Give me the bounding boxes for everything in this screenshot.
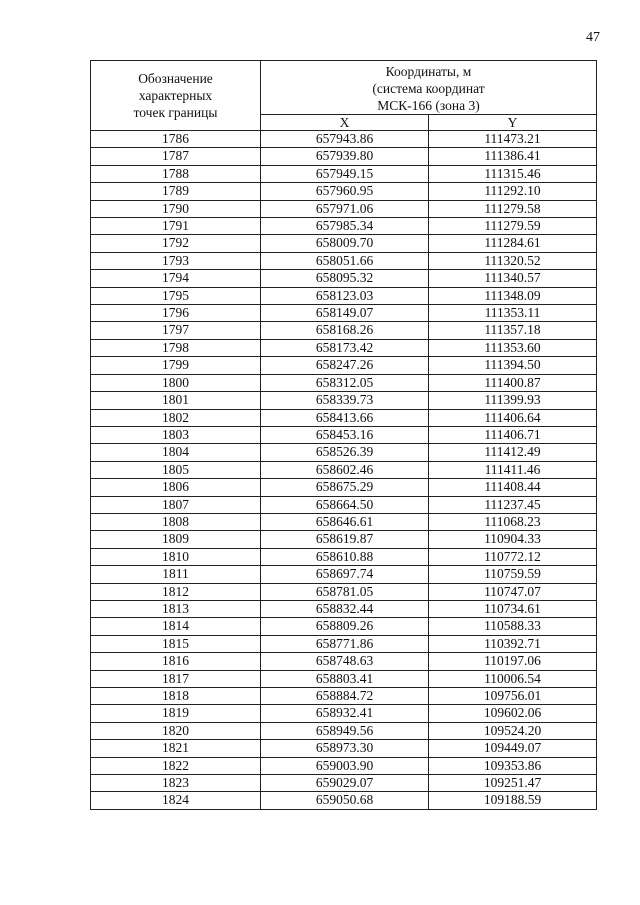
point-id-cell: 1815	[91, 635, 261, 652]
y-coordinate-cell: 109353.86	[429, 757, 597, 774]
table-row	[91, 775, 597, 792]
table-row	[91, 600, 597, 617]
x-coordinate-cell: 659029.07	[261, 775, 429, 792]
point-id-cell: 1818	[91, 688, 261, 705]
point-id-cell: 1799	[91, 357, 261, 374]
point-id-cell: 1803	[91, 426, 261, 443]
x-coordinate-cell: 657943.86	[261, 131, 429, 148]
y-coordinate-cell: 111340.57	[429, 270, 597, 287]
point-id-cell: 1822	[91, 757, 261, 774]
point-id-cell: 1813	[91, 600, 261, 617]
point-header-line-2: характерных	[138, 88, 213, 103]
table-row	[91, 131, 597, 148]
y-coordinate-cell: 111279.58	[429, 200, 597, 217]
point-designation-header	[91, 61, 261, 131]
table-row	[91, 339, 597, 356]
x-coordinate-cell: 658809.26	[261, 618, 429, 635]
y-coordinate-cell: 110006.54	[429, 670, 597, 687]
table-row	[91, 548, 597, 565]
y-coordinate-cell: 111348.09	[429, 287, 597, 304]
y-coordinate-cell: 110747.07	[429, 583, 597, 600]
point-id-cell: 1821	[91, 740, 261, 757]
table-row	[91, 688, 597, 705]
point-id-cell: 1802	[91, 409, 261, 426]
table-row	[91, 270, 597, 287]
x-coordinate-cell: 658149.07	[261, 305, 429, 322]
table-row	[91, 496, 597, 513]
point-id-cell: 1805	[91, 461, 261, 478]
table-header-row	[91, 61, 597, 115]
x-coordinate-cell: 658173.42	[261, 339, 429, 356]
table-row	[91, 653, 597, 670]
point-id-cell: 1810	[91, 548, 261, 565]
x-coordinate-cell: 658095.32	[261, 270, 429, 287]
coords-header-line-1: Координаты, м	[385, 64, 472, 79]
table-row	[91, 183, 597, 200]
coordinates-header	[261, 61, 597, 115]
y-coordinate-cell: 111353.60	[429, 339, 597, 356]
point-id-cell: 1814	[91, 618, 261, 635]
y-coordinate-cell: 111408.44	[429, 479, 597, 496]
y-coordinate-cell: 111406.64	[429, 409, 597, 426]
point-id-cell: 1820	[91, 722, 261, 739]
y-coordinate-cell: 111284.61	[429, 235, 597, 252]
y-column-header: Y	[429, 115, 597, 131]
table-body	[91, 131, 597, 810]
x-coordinate-cell: 658646.61	[261, 513, 429, 530]
y-coordinate-cell: 109251.47	[429, 775, 597, 792]
y-coordinate-cell: 111400.87	[429, 374, 597, 391]
table-row	[91, 792, 597, 809]
table-row	[91, 740, 597, 757]
x-coordinate-cell: 658453.16	[261, 426, 429, 443]
point-id-cell: 1794	[91, 270, 261, 287]
y-coordinate-cell: 111315.46	[429, 165, 597, 182]
table-row	[91, 165, 597, 182]
coords-header-line-3: МСК-166 (зона 3)	[377, 98, 480, 113]
point-id-cell: 1788	[91, 165, 261, 182]
y-coordinate-cell: 111279.59	[429, 218, 597, 235]
y-coordinate-cell: 110197.06	[429, 653, 597, 670]
y-coordinate-cell: 109449.07	[429, 740, 597, 757]
point-id-cell: 1807	[91, 496, 261, 513]
table-row	[91, 235, 597, 252]
y-coordinate-cell: 111237.45	[429, 496, 597, 513]
table-row	[91, 566, 597, 583]
y-coordinate-cell: 110734.61	[429, 600, 597, 617]
point-id-cell: 1823	[91, 775, 261, 792]
point-id-cell: 1789	[91, 183, 261, 200]
y-coordinate-cell: 110759.59	[429, 566, 597, 583]
x-coordinate-cell: 658748.63	[261, 653, 429, 670]
table-row	[91, 287, 597, 304]
point-id-cell: 1793	[91, 252, 261, 269]
point-id-cell: 1809	[91, 531, 261, 548]
y-coordinate-cell: 111473.21	[429, 131, 597, 148]
y-coordinate-cell: 111357.18	[429, 322, 597, 339]
point-id-cell: 1786	[91, 131, 261, 148]
x-coordinate-cell: 658803.41	[261, 670, 429, 687]
y-coordinate-cell: 111386.41	[429, 148, 597, 165]
x-coordinate-cell: 658312.05	[261, 374, 429, 391]
point-id-cell: 1816	[91, 653, 261, 670]
point-id-cell: 1792	[91, 235, 261, 252]
coords-header-line-2: (система координат	[372, 81, 485, 96]
page-number: 47	[586, 30, 600, 45]
x-coordinate-cell: 658123.03	[261, 287, 429, 304]
table-row	[91, 513, 597, 530]
x-coordinate-cell: 658949.56	[261, 722, 429, 739]
table-row	[91, 531, 597, 548]
y-coordinate-cell: 110588.33	[429, 618, 597, 635]
y-coordinate-cell: 109188.59	[429, 792, 597, 809]
table-row	[91, 757, 597, 774]
x-coordinate-cell: 659050.68	[261, 792, 429, 809]
x-coordinate-cell: 658697.74	[261, 566, 429, 583]
table-row	[91, 322, 597, 339]
point-id-cell: 1798	[91, 339, 261, 356]
table-row	[91, 392, 597, 409]
table-row	[91, 426, 597, 443]
y-coordinate-cell: 111412.49	[429, 444, 597, 461]
point-id-cell: 1797	[91, 322, 261, 339]
y-coordinate-cell: 109756.01	[429, 688, 597, 705]
table-row	[91, 722, 597, 739]
table-row	[91, 409, 597, 426]
coordinates-table	[90, 60, 597, 810]
x-coordinate-cell: 658413.66	[261, 409, 429, 426]
y-coordinate-cell: 110772.12	[429, 548, 597, 565]
y-coordinate-cell: 109602.06	[429, 705, 597, 722]
y-coordinate-cell: 110392.71	[429, 635, 597, 652]
point-id-cell: 1800	[91, 374, 261, 391]
x-coordinate-cell: 657949.15	[261, 165, 429, 182]
x-coordinate-cell: 658771.86	[261, 635, 429, 652]
x-coordinate-cell: 658832.44	[261, 600, 429, 617]
x-coordinate-cell: 657971.06	[261, 200, 429, 217]
point-id-cell: 1819	[91, 705, 261, 722]
point-header-line-1: Обозначение	[138, 71, 213, 86]
x-coordinate-cell: 658051.66	[261, 252, 429, 269]
x-coordinate-cell: 658339.73	[261, 392, 429, 409]
x-column-header: X	[261, 115, 429, 131]
y-coordinate-cell: 110904.33	[429, 531, 597, 548]
y-coordinate-cell: 111411.46	[429, 461, 597, 478]
table-row	[91, 218, 597, 235]
x-coordinate-cell: 658168.26	[261, 322, 429, 339]
table-row	[91, 670, 597, 687]
x-coordinate-cell: 659003.90	[261, 757, 429, 774]
point-id-cell: 1806	[91, 479, 261, 496]
x-coordinate-cell: 658610.88	[261, 548, 429, 565]
table-row	[91, 635, 597, 652]
point-id-cell: 1787	[91, 148, 261, 165]
table-row	[91, 200, 597, 217]
point-header-line-3: точек границы	[133, 105, 218, 120]
x-coordinate-cell: 657939.80	[261, 148, 429, 165]
point-id-cell: 1791	[91, 218, 261, 235]
table-row	[91, 252, 597, 269]
table-row	[91, 148, 597, 165]
y-coordinate-cell: 111353.11	[429, 305, 597, 322]
x-coordinate-cell: 658602.46	[261, 461, 429, 478]
x-coordinate-cell: 657960.95	[261, 183, 429, 200]
point-id-cell: 1817	[91, 670, 261, 687]
table-row	[91, 374, 597, 391]
x-coordinate-cell: 658932.41	[261, 705, 429, 722]
table-row	[91, 705, 597, 722]
point-id-cell: 1790	[91, 200, 261, 217]
point-id-cell: 1808	[91, 513, 261, 530]
table-row	[91, 461, 597, 478]
y-coordinate-cell: 111394.50	[429, 357, 597, 374]
y-coordinate-cell: 111406.71	[429, 426, 597, 443]
y-coordinate-cell: 111399.93	[429, 392, 597, 409]
table-row	[91, 305, 597, 322]
x-coordinate-cell: 658884.72	[261, 688, 429, 705]
y-coordinate-cell: 111320.52	[429, 252, 597, 269]
y-coordinate-cell: 111068.23	[429, 513, 597, 530]
table-row	[91, 583, 597, 600]
point-id-cell: 1796	[91, 305, 261, 322]
point-id-cell: 1824	[91, 792, 261, 809]
x-coordinate-cell: 658781.05	[261, 583, 429, 600]
x-coordinate-cell: 658664.50	[261, 496, 429, 513]
x-coordinate-cell: 657985.34	[261, 218, 429, 235]
point-id-cell: 1804	[91, 444, 261, 461]
table-row	[91, 618, 597, 635]
x-coordinate-cell: 658973.30	[261, 740, 429, 757]
x-coordinate-cell: 658619.87	[261, 531, 429, 548]
point-id-cell: 1795	[91, 287, 261, 304]
x-coordinate-cell: 658247.26	[261, 357, 429, 374]
x-coordinate-cell: 658675.29	[261, 479, 429, 496]
y-coordinate-cell: 111292.10	[429, 183, 597, 200]
point-id-cell: 1811	[91, 566, 261, 583]
table-row	[91, 479, 597, 496]
table-row	[91, 444, 597, 461]
x-coordinate-cell: 658526.39	[261, 444, 429, 461]
table-row	[91, 357, 597, 374]
point-id-cell: 1812	[91, 583, 261, 600]
x-coordinate-cell: 658009.70	[261, 235, 429, 252]
point-id-cell: 1801	[91, 392, 261, 409]
y-coordinate-cell: 109524.20	[429, 722, 597, 739]
